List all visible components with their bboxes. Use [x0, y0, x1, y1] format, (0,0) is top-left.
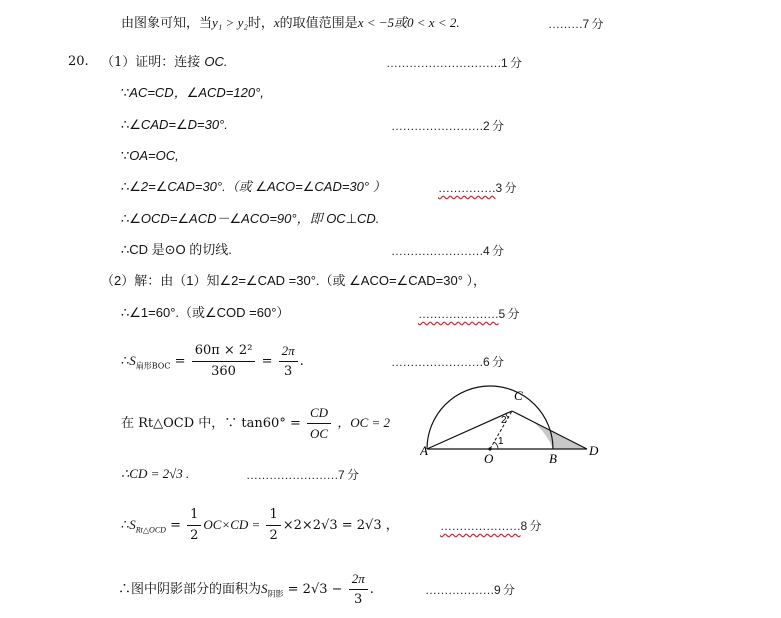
- line-text-mid: 时，: [247, 16, 274, 31]
- segment-cd: [512, 411, 587, 449]
- step-sector-area: [121, 338, 304, 390]
- inequality-y1-y2: y₁ > y₂: [212, 15, 248, 30]
- step-triangle-area: [121, 502, 399, 554]
- points-3-dots: ……………: [438, 181, 496, 195]
- fraction-half-2: [266, 505, 280, 546]
- fraction-denominator: 2: [269, 528, 278, 543]
- fraction-denominator: 3: [354, 592, 363, 607]
- equals-sign: =: [170, 518, 181, 533]
- line-text-tail: 的取值范围是: [279, 16, 358, 31]
- label-a: A: [420, 443, 428, 458]
- tan-expression: 在 Rt△OCD 中，∵ tan60° =: [121, 416, 301, 431]
- fraction-numerator: 2π: [349, 569, 368, 590]
- label-angle-2: 2: [501, 415, 507, 426]
- semicircle-arc: [427, 386, 553, 449]
- points-3-score: 3 分: [495, 181, 517, 195]
- area-subscript: 阴影: [267, 589, 284, 599]
- shaded-expression: = 2√3 −: [287, 582, 343, 597]
- area-symbol: S: [261, 581, 268, 596]
- label-c: C: [514, 388, 523, 403]
- line-text: 由图象可知，当: [121, 16, 213, 31]
- label-b: B: [549, 451, 557, 465]
- therefore-sign: ∴: [121, 518, 130, 533]
- period: .: [369, 582, 374, 597]
- points-8-score: 8 分: [520, 519, 542, 533]
- area-subscript: Rt△OCD: [135, 525, 166, 535]
- points-3: [438, 179, 516, 196]
- fraction-numerator: 60π × 2²: [192, 341, 256, 362]
- fraction-sector-result: [279, 341, 298, 382]
- equals-sign: =: [261, 354, 273, 369]
- step-angle-cad: ∴∠CAD=∠D=30°.: [121, 117, 228, 132]
- area-symbol: S: [129, 517, 136, 532]
- step-shaded-area: [118, 566, 374, 618]
- product-oc-cd: OC×CD =: [203, 517, 261, 532]
- fraction-half: [187, 505, 201, 546]
- variable-x: x: [273, 15, 280, 30]
- step-tangent: ∴CD 是⊙O 的切线.: [121, 242, 232, 257]
- label-angle-1: 1: [498, 436, 504, 447]
- fraction-sector-formula: [192, 341, 256, 382]
- fraction-2pi-3: [349, 569, 368, 610]
- points-4: ……………………4 分: [391, 244, 504, 258]
- fraction-numerator: 2π: [279, 341, 298, 362]
- part2-heading: （2）解：由（1）知∠2=∠CAD =30°.（或 ∠ACO=∠CAD=30° ），: [101, 273, 487, 288]
- segment-oc: OC.: [204, 54, 228, 69]
- step-angle-1: ∴∠1=60°.（或∠COD =60°）: [121, 305, 290, 320]
- period: .: [299, 354, 304, 369]
- points-5-dots: …………………: [418, 307, 499, 321]
- fraction-denominator: 2: [190, 528, 199, 543]
- fraction-denominator: OC: [310, 426, 329, 441]
- area-subscript: 扇形BOC: [135, 361, 171, 371]
- oc-value: ，OC = 2: [337, 415, 391, 430]
- therefore-sign: ∴: [121, 354, 130, 369]
- fraction-denominator: 3: [283, 364, 293, 379]
- part1-label: （1）证明：连接: [101, 55, 201, 70]
- step-angle-2: ∴∠2=∠CAD=30°.（或 ∠ACO=∠CAD=30° ）: [121, 179, 386, 194]
- points-5-score: 5 分: [498, 307, 520, 321]
- points-9: ………………9 分: [425, 583, 515, 597]
- points-1: …………………………1 分: [386, 56, 522, 70]
- fraction-cd-oc: [307, 403, 331, 444]
- fraction-numerator: 1: [266, 505, 280, 526]
- area-symbol: S: [129, 353, 136, 368]
- step-cd-value: ∴CD = 2√3 .: [121, 466, 190, 481]
- equals-sign: =: [174, 354, 186, 369]
- points-7: ……………………7 分: [246, 468, 359, 482]
- part1-heading: [101, 53, 228, 72]
- question-number: 20.: [68, 54, 89, 69]
- points-6: ……………………6 分: [391, 355, 504, 369]
- geometry-diagram: [420, 385, 610, 465]
- range-result: x < −5或0 < x < 2.: [357, 15, 460, 30]
- fraction-numerator: CD: [307, 403, 331, 424]
- step-tan60: [121, 400, 390, 447]
- label-o: O: [484, 451, 494, 465]
- points-7-first: ………7 分: [548, 17, 604, 31]
- step-perpendicular: ∴∠OCD=∠ACD－∠ACO=90°，即 OC⊥CD.: [121, 211, 380, 226]
- triangle-area-result: ×2×2√3 = 2√3 ，: [282, 518, 399, 533]
- line-range-conclusion: [121, 14, 460, 33]
- fraction-numerator: 1: [187, 505, 201, 526]
- step-oa-oc: ∵OA=OC,: [121, 148, 179, 163]
- points-8: [440, 517, 541, 534]
- points-5: [418, 305, 519, 322]
- points-2: ……………………2 分: [391, 119, 504, 133]
- label-d: D: [589, 443, 599, 458]
- fraction-denominator: 360: [211, 364, 236, 379]
- points-8-dots: …………………: [440, 519, 521, 533]
- shaded-area-text: ∴图中阴影部分的面积为: [118, 582, 262, 597]
- step-given: ∵AC=CD，∠ACD=120°,: [121, 85, 264, 100]
